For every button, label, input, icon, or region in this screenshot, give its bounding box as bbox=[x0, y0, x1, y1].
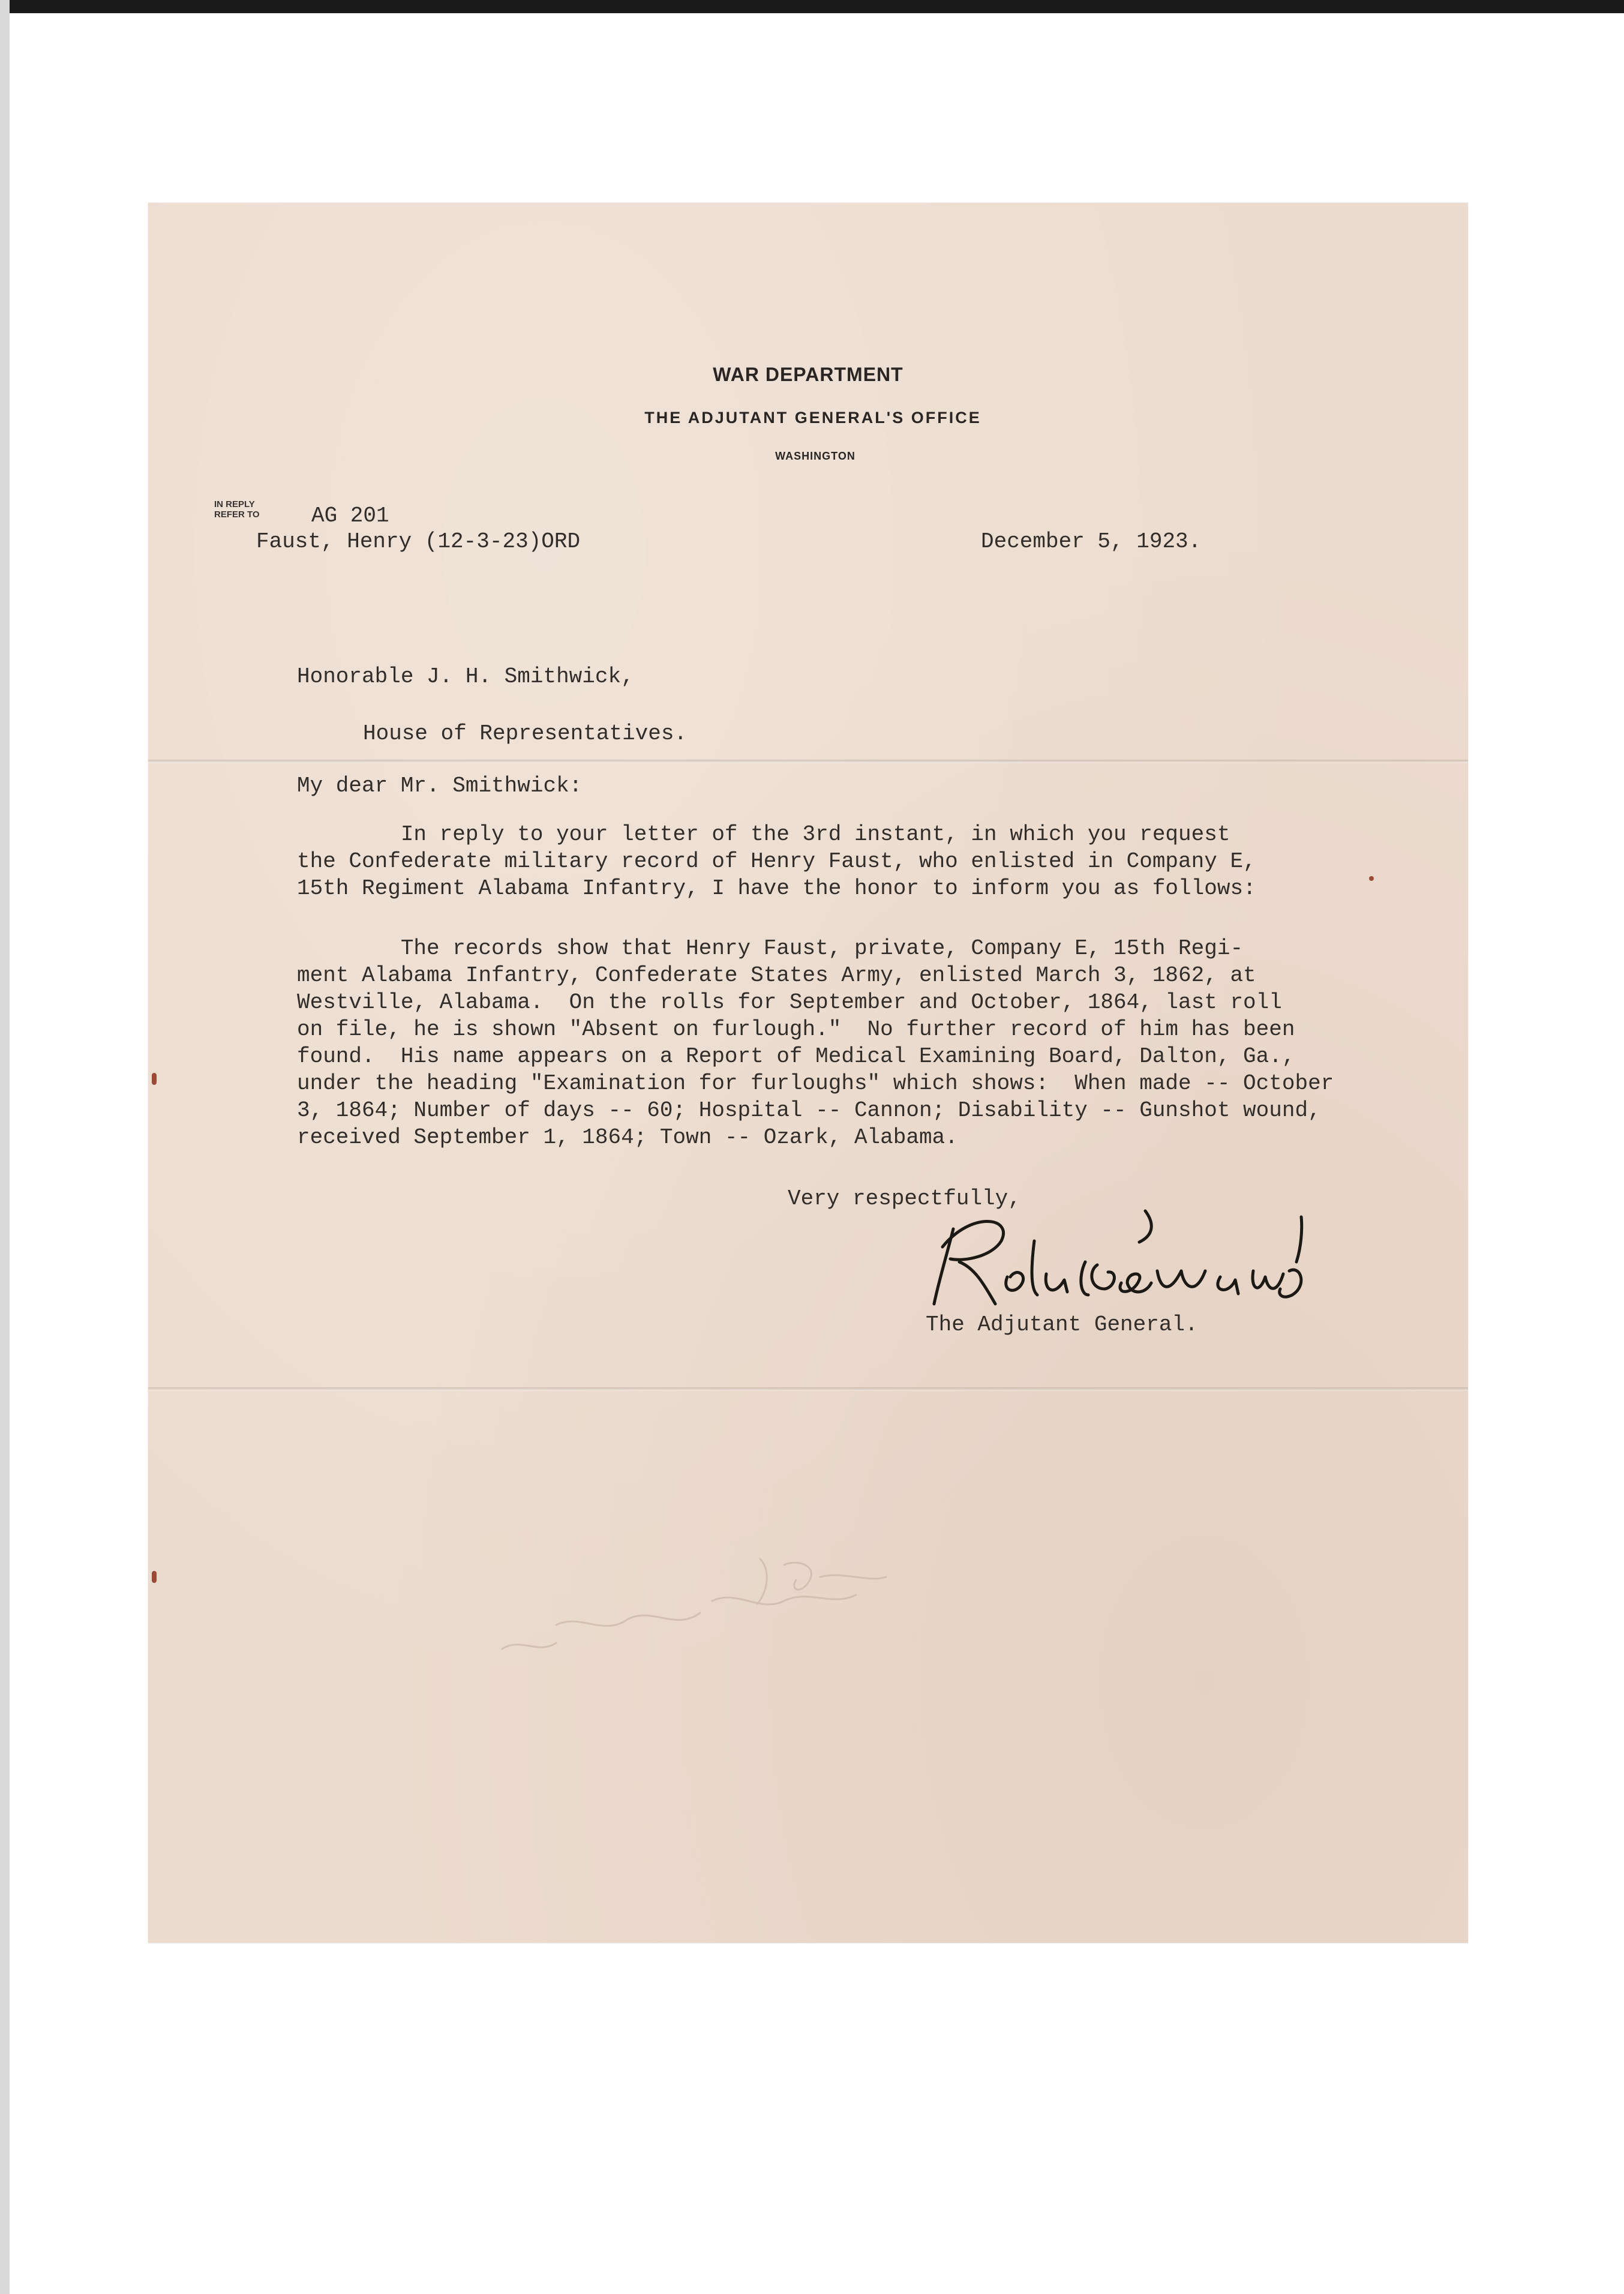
body-line: found. His name appears on a Report of Medical Examining Board, Dalton, Ga., bbox=[297, 1044, 1295, 1069]
scan-top-border bbox=[0, 0, 1624, 13]
closing: Very respectfully, bbox=[788, 1186, 1021, 1211]
letter-page bbox=[148, 203, 1468, 1943]
recipient-organization: House of Representatives. bbox=[363, 721, 688, 746]
handwritten-signature bbox=[917, 1205, 1319, 1313]
body-line: The records show that Henry Faust, private, Company E, 15th Regi- bbox=[297, 936, 1244, 961]
body-paragraph bbox=[297, 821, 1437, 902]
scan-left-border bbox=[0, 0, 10, 2294]
fold-crease bbox=[148, 760, 1468, 763]
body-line: 15th Regiment Alabama Infantry, I have the honor to inform you as follows: bbox=[297, 876, 1256, 901]
body-paragraph bbox=[297, 935, 1437, 1151]
reference-code: AG 201 bbox=[311, 503, 389, 528]
reply-label-line: IN REPLY bbox=[214, 499, 255, 509]
body-line: the Confederate military record of Henry Faust, who enlisted in Company E, bbox=[297, 849, 1256, 874]
salutation: My dear Mr. Smithwick: bbox=[297, 773, 583, 798]
body-line: In reply to your letter of the 3rd instant, in which you request bbox=[297, 822, 1230, 847]
body-line: 3, 1864; Number of days -- 60; Hospital -- Cannon; Disability -- Gunshot wound, bbox=[297, 1098, 1321, 1123]
paper-spot bbox=[152, 1073, 157, 1085]
body-line: on file, he is shown "Absent on furlough." No further record of him has been bbox=[297, 1017, 1295, 1042]
signer-title: The Adjutant General. bbox=[926, 1312, 1198, 1337]
body-line: ment Alabama Infantry, Confederate States Army, enlisted March 3, 1862, at bbox=[297, 963, 1256, 988]
letterhead-city: WASHINGTON bbox=[775, 450, 855, 462]
body-line: received September 1, 1864; Town -- Ozark, Alabama. bbox=[297, 1125, 958, 1150]
recipient-name: Honorable J. H. Smithwick, bbox=[297, 664, 634, 689]
reply-reference-label bbox=[214, 499, 298, 520]
faint-pencil-marks bbox=[484, 1547, 904, 1667]
fold-crease bbox=[148, 1387, 1468, 1391]
letter-date: December 5, 1923. bbox=[981, 529, 1202, 554]
letterhead-office: THE ADJUTANT GENERAL'S OFFICE bbox=[644, 409, 981, 427]
body-line: Westville, Alabama. On the rolls for September and October, 1864, last roll bbox=[297, 990, 1282, 1015]
paper-spot bbox=[152, 1571, 157, 1583]
reference-subject: Faust, Henry (12-3-23)ORD bbox=[256, 529, 581, 554]
reply-label-line: REFER TO bbox=[214, 509, 260, 520]
letterhead-department: WAR DEPARTMENT bbox=[713, 364, 903, 385]
paper-spot bbox=[1369, 876, 1374, 881]
body-line: under the heading "Examination for furloughs" which shows: When made -- October bbox=[297, 1071, 1334, 1096]
